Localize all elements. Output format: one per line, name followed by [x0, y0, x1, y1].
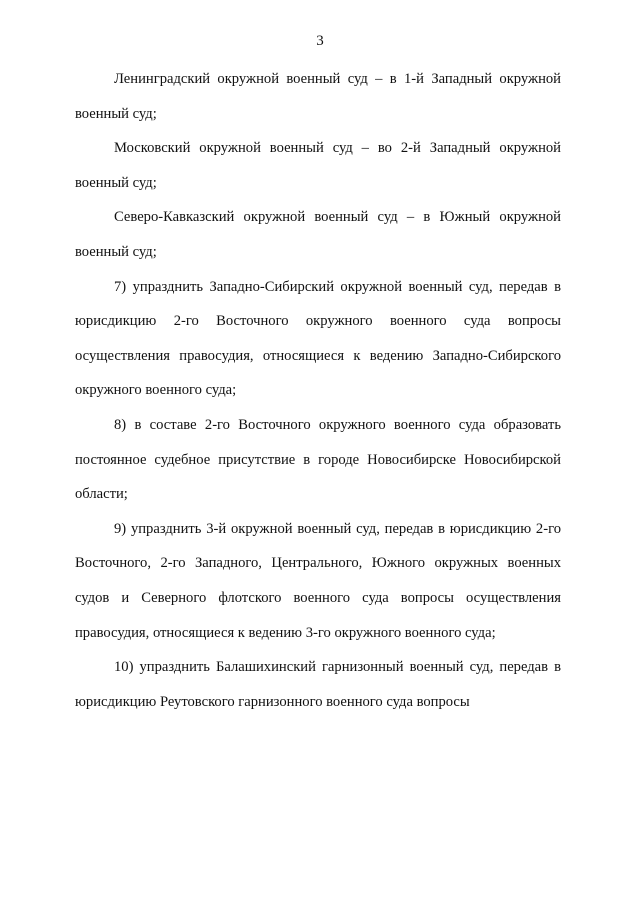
paragraph-moscow-court: Московский окружной военный суд – во 2-й Западный окружной военный суд; — [75, 140, 561, 191]
paragraph-item-9: 9) упразднить 3-й окружной военный суд, передав в юрисдикцию 2-го Восточного, 2-го Западного, Центрального, Южного окружных военных судов и Северного флотского военного суда вопросы осуществления правосудия, относящиеся к ведению 3-го окружного военного суда; — [75, 520, 561, 641]
page-number: 3 — [316, 33, 324, 49]
paragraph-north-caucasus-court: Северо-Кавказский окружной военный суд – в Южный окружной военный суд; — [75, 209, 561, 260]
paragraph-leningrad-court: Ленинградский окружной военный суд – в 1-й Западный окружной военный суд; — [75, 71, 561, 122]
paragraph-item-8: 8) в составе 2-го Восточного окружного военного суда образовать постоянное судебное присутствие в городе Новосибирске Новосибирской области; — [75, 416, 561, 503]
paragraph-item-10: 10) упразднить Балашихинский гарнизонный военный суд, передав в юрисдикцию Реутовского гарнизонного военного суда вопросы — [75, 659, 561, 710]
document-body — [75, 62, 561, 719]
paragraph-item-7: 7) упразднить Западно-Сибирский окружной военный суд, передав в юрисдикцию 2-го Восточного окружного военного суда вопросы осуществления правосудия, относящиеся к ведению Западно-Сибирского окружного военного суда; — [75, 278, 561, 399]
